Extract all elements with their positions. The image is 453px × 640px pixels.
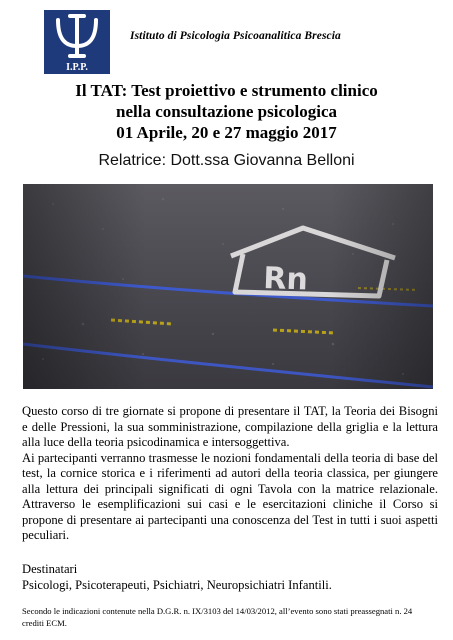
logo-text: I.P.P. xyxy=(66,62,88,73)
recipients-list: Psicologi, Psicoterapeuti, Psichiatri, Neuropsichiatri Infantili. xyxy=(22,577,332,592)
description-paragraph-1: Questo corso di tre giornate si propone di presentare il TAT, la Teoria dei Bisogni e delle Pressioni, la sua somministrazione, compilazione della griglia e la lettura alla luce della teoria psicodinamica e intersoggettiva. xyxy=(22,404,438,449)
title-dates: 01 Aprile, 20 e 27 maggio 2017 xyxy=(116,123,337,142)
course-description xyxy=(22,404,438,544)
title-line-1: Il TAT: Test proiettivo e strumento clinico xyxy=(75,81,378,100)
recipients-section xyxy=(22,562,438,593)
description-paragraph-2: Ai partecipanti verranno trasmesse le nozioni fondamentali della teoria di base del test, la cornice storica e i riferimenti ad autori della teoria classica, per giungere alla lettura dei principali significati di ogni Tavola con la matrice relazionale. Attraverso le esemplificazioni sui casi e le esercitazioni cliniche il Corso si propone di presentare ai partecipanti una conoscenza del Test in tutti i suoi aspetti peculiari. xyxy=(22,450,438,542)
page-title xyxy=(0,80,453,143)
institute-name: Istituto di Psicologia Psicoanalitica Brescia xyxy=(130,30,341,42)
ecm-credits-note: Secondo le indicazioni contenute nella D.G.R. n. IX/3103 del 14/03/2012, all’evento sono stati preassegnati n. 24 crediti ECM. xyxy=(22,606,413,628)
speaker-name: Relatrice: Dott.ssa Giovanna Belloni xyxy=(98,152,355,169)
title-line-2: nella consultazione psicologica xyxy=(116,102,337,121)
cover-photo xyxy=(23,184,433,389)
institute-logo xyxy=(44,10,110,74)
recipients-heading: Destinatari xyxy=(22,562,78,576)
